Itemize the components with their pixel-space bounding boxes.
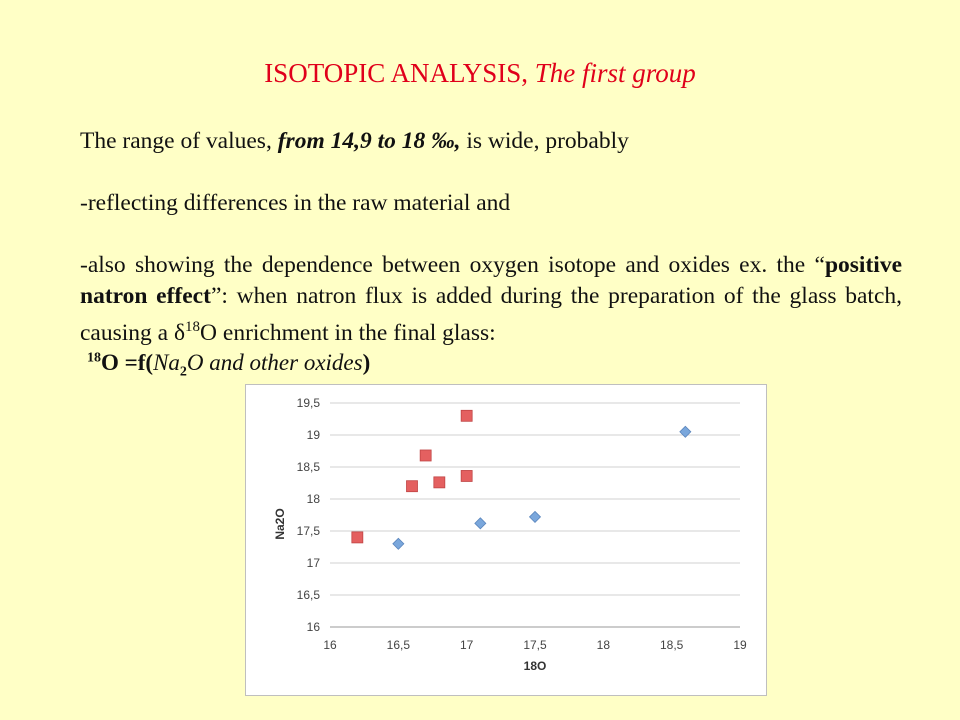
y-tick-label: 18 bbox=[306, 492, 320, 506]
x-tick-label: 17 bbox=[459, 638, 474, 652]
x-tick-label: 16 bbox=[323, 638, 337, 652]
formula bbox=[87, 350, 370, 381]
natron-text-a: -also showing the dependence between oxygen isotope and oxides ex. the “ bbox=[80, 252, 825, 278]
paragraph-natron bbox=[80, 250, 902, 349]
formula-sub: 2 bbox=[179, 364, 187, 380]
y-axis-label: Na2O bbox=[273, 508, 287, 540]
x-tick-label: 17,5 bbox=[523, 638, 547, 652]
y-tick-label: 16 bbox=[306, 620, 320, 634]
x-tick-label: 18 bbox=[596, 638, 611, 652]
formula-post: ) bbox=[362, 350, 371, 375]
y-tick-label: 19,5 bbox=[296, 396, 320, 410]
natron-text-d: O enrichment in the final glass: bbox=[200, 319, 496, 346]
title-sub: The first group bbox=[534, 58, 696, 88]
natron-sup: 18 bbox=[185, 319, 201, 335]
y-tick-label: 18,5 bbox=[296, 460, 320, 474]
paragraph-range bbox=[80, 126, 902, 157]
formula-sup: 18 bbox=[87, 350, 101, 366]
data-point-square bbox=[434, 477, 445, 488]
paragraph-range-pre: The range of values, bbox=[80, 128, 278, 154]
paragraph-range-emphasis: from 14,9 to 18 ‰, bbox=[277, 128, 461, 154]
slide-title bbox=[0, 58, 960, 89]
y-tick-label: 17 bbox=[306, 556, 320, 570]
data-point-diamond bbox=[393, 538, 404, 549]
x-tick-label: 16,5 bbox=[386, 638, 411, 652]
data-point-square bbox=[352, 532, 363, 543]
scatter-chart bbox=[245, 384, 767, 696]
formula-na: Na bbox=[153, 350, 180, 375]
data-point-diamond bbox=[680, 426, 691, 437]
formula-pre: O =f( bbox=[101, 350, 154, 375]
data-point-square bbox=[461, 410, 472, 421]
x-axis-label: 18O bbox=[523, 659, 547, 673]
chart-svg bbox=[246, 385, 766, 695]
y-tick-label: 16,5 bbox=[296, 588, 320, 602]
data-point-square bbox=[461, 470, 472, 481]
natron-text-c: ”: when natron flux is added during the preparation of the glass batch, causing a δ bbox=[80, 283, 902, 346]
x-tick-label: 19 bbox=[733, 638, 747, 652]
formula-oxides: O and other oxides bbox=[186, 350, 363, 375]
data-point-diamond bbox=[475, 518, 486, 529]
data-points bbox=[352, 410, 691, 549]
natron-effect-bold: positive natron effect bbox=[80, 252, 902, 309]
y-tick-label: 19 bbox=[306, 428, 320, 442]
y-tick-labels bbox=[297, 396, 321, 634]
x-tick-label: 18,5 bbox=[659, 638, 684, 652]
body-text bbox=[80, 126, 902, 349]
x-tick-labels bbox=[323, 638, 747, 652]
y-tick-label: 17,5 bbox=[296, 524, 320, 538]
data-point-diamond bbox=[530, 511, 541, 522]
title-main: ISOTOPIC ANALYSIS, bbox=[264, 58, 529, 88]
paragraph-range-post: is wide, probably bbox=[460, 128, 629, 154]
data-point-square bbox=[420, 450, 431, 461]
paragraph-raw-material: -reflecting differences in the raw material and bbox=[80, 190, 511, 216]
data-point-square bbox=[407, 481, 418, 492]
